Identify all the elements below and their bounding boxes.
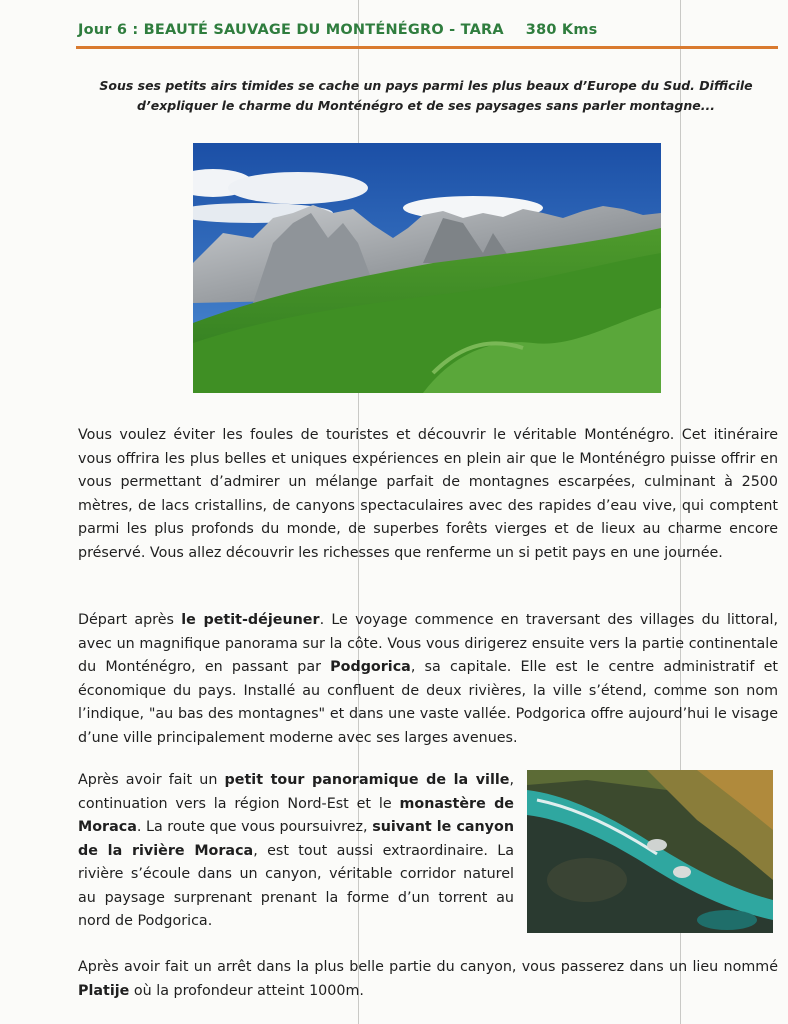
text-span: Après avoir fait un [78, 772, 225, 788]
text-span: où la profondeur atteint 1000m. [129, 982, 364, 999]
paragraph-platije [78, 956, 778, 1003]
bold-text-platije: Platije [78, 982, 130, 999]
text-span: , continuation vers la région Nord-Est et le [78, 772, 514, 812]
intro-text: Sous ses petits airs timides se cache un pays parmi les plus beaux d’Europe du Sud. Difficile d’expliquer le charme du Monténégro et de ses paysages sans parler montagne... [99, 78, 753, 113]
day-title: Jour 6 : BEAUTÉ SAUVAGE DU MONTÉNÉGRO - TARA [78, 22, 504, 38]
bold-text-monastery: monastère de Moraca [78, 795, 515, 835]
text-span: . La route que vous poursuivrez, [136, 819, 373, 835]
text-span: , sa capitale. Elle est le centre administratif et économique du pays. Installé au confluent de deux rivières, la ville s’étend, comme son nom l’indique, "au bas des montagnes" et dans une vaste vallée. Podgorica offre aujourd’hui le visage d’une ville principalement moderne avec ses larges avenues. [78, 659, 778, 746]
text-span: Départ après [78, 612, 182, 628]
bold-text-podgorica: Podgorica [330, 659, 411, 675]
paragraph-intro-itinerary: Vous voulez éviter les foules de touristes et découvrir le véritable Monténégro. Cet itinéraire vous offrira les plus belles et uniques expériences en plein air que le Monténégro puisse offrir en vous permettant d’admirer un mélange parfait de montagnes escarpées, culminant à 2500 mètres, de lacs cristallins, de canyons spectaculaires avec des rapides d’eau vive, qui comptent parmi les plus profonds du monde, de superbes forêts vierges et de lieux au charme encore préservé. Vous allez découvrir les richesses que renferme un si petit pays en une journée. [78, 427, 778, 561]
text-span: , est tout aussi extraordinaire. La rivière s’écoule dans un canyon, véritable corridor naturel au paysage surprenant prenant la forme d’un torrent au nord de Podgorica. [78, 842, 514, 929]
mountain-photo [193, 143, 661, 393]
paragraph-monastery [78, 769, 514, 934]
header-rule [76, 46, 778, 49]
paragraph-departure [78, 609, 778, 750]
text-span: . Le voyage commence en traversant des villages du littoral, avec un magnifique panorama sur la côte. Vous vous dirigerez ensuite vers la partie continentale du Monténégro, en passant par [78, 612, 779, 675]
day-header [78, 22, 778, 44]
river-canyon-photo [527, 770, 773, 933]
text-span: Après avoir fait un arrêt dans la plus belle partie du canyon, vous passerez dans un lieu nommé [78, 959, 778, 975]
bold-text-canyon: suivant le canyon de la rivière Moraca [78, 819, 515, 859]
day-distance: 380 Kms [525, 22, 598, 38]
bold-text-city-tour: petit tour panoramique de la ville [224, 772, 510, 788]
bold-text-breakfast: le petit-déjeuner [181, 612, 320, 628]
